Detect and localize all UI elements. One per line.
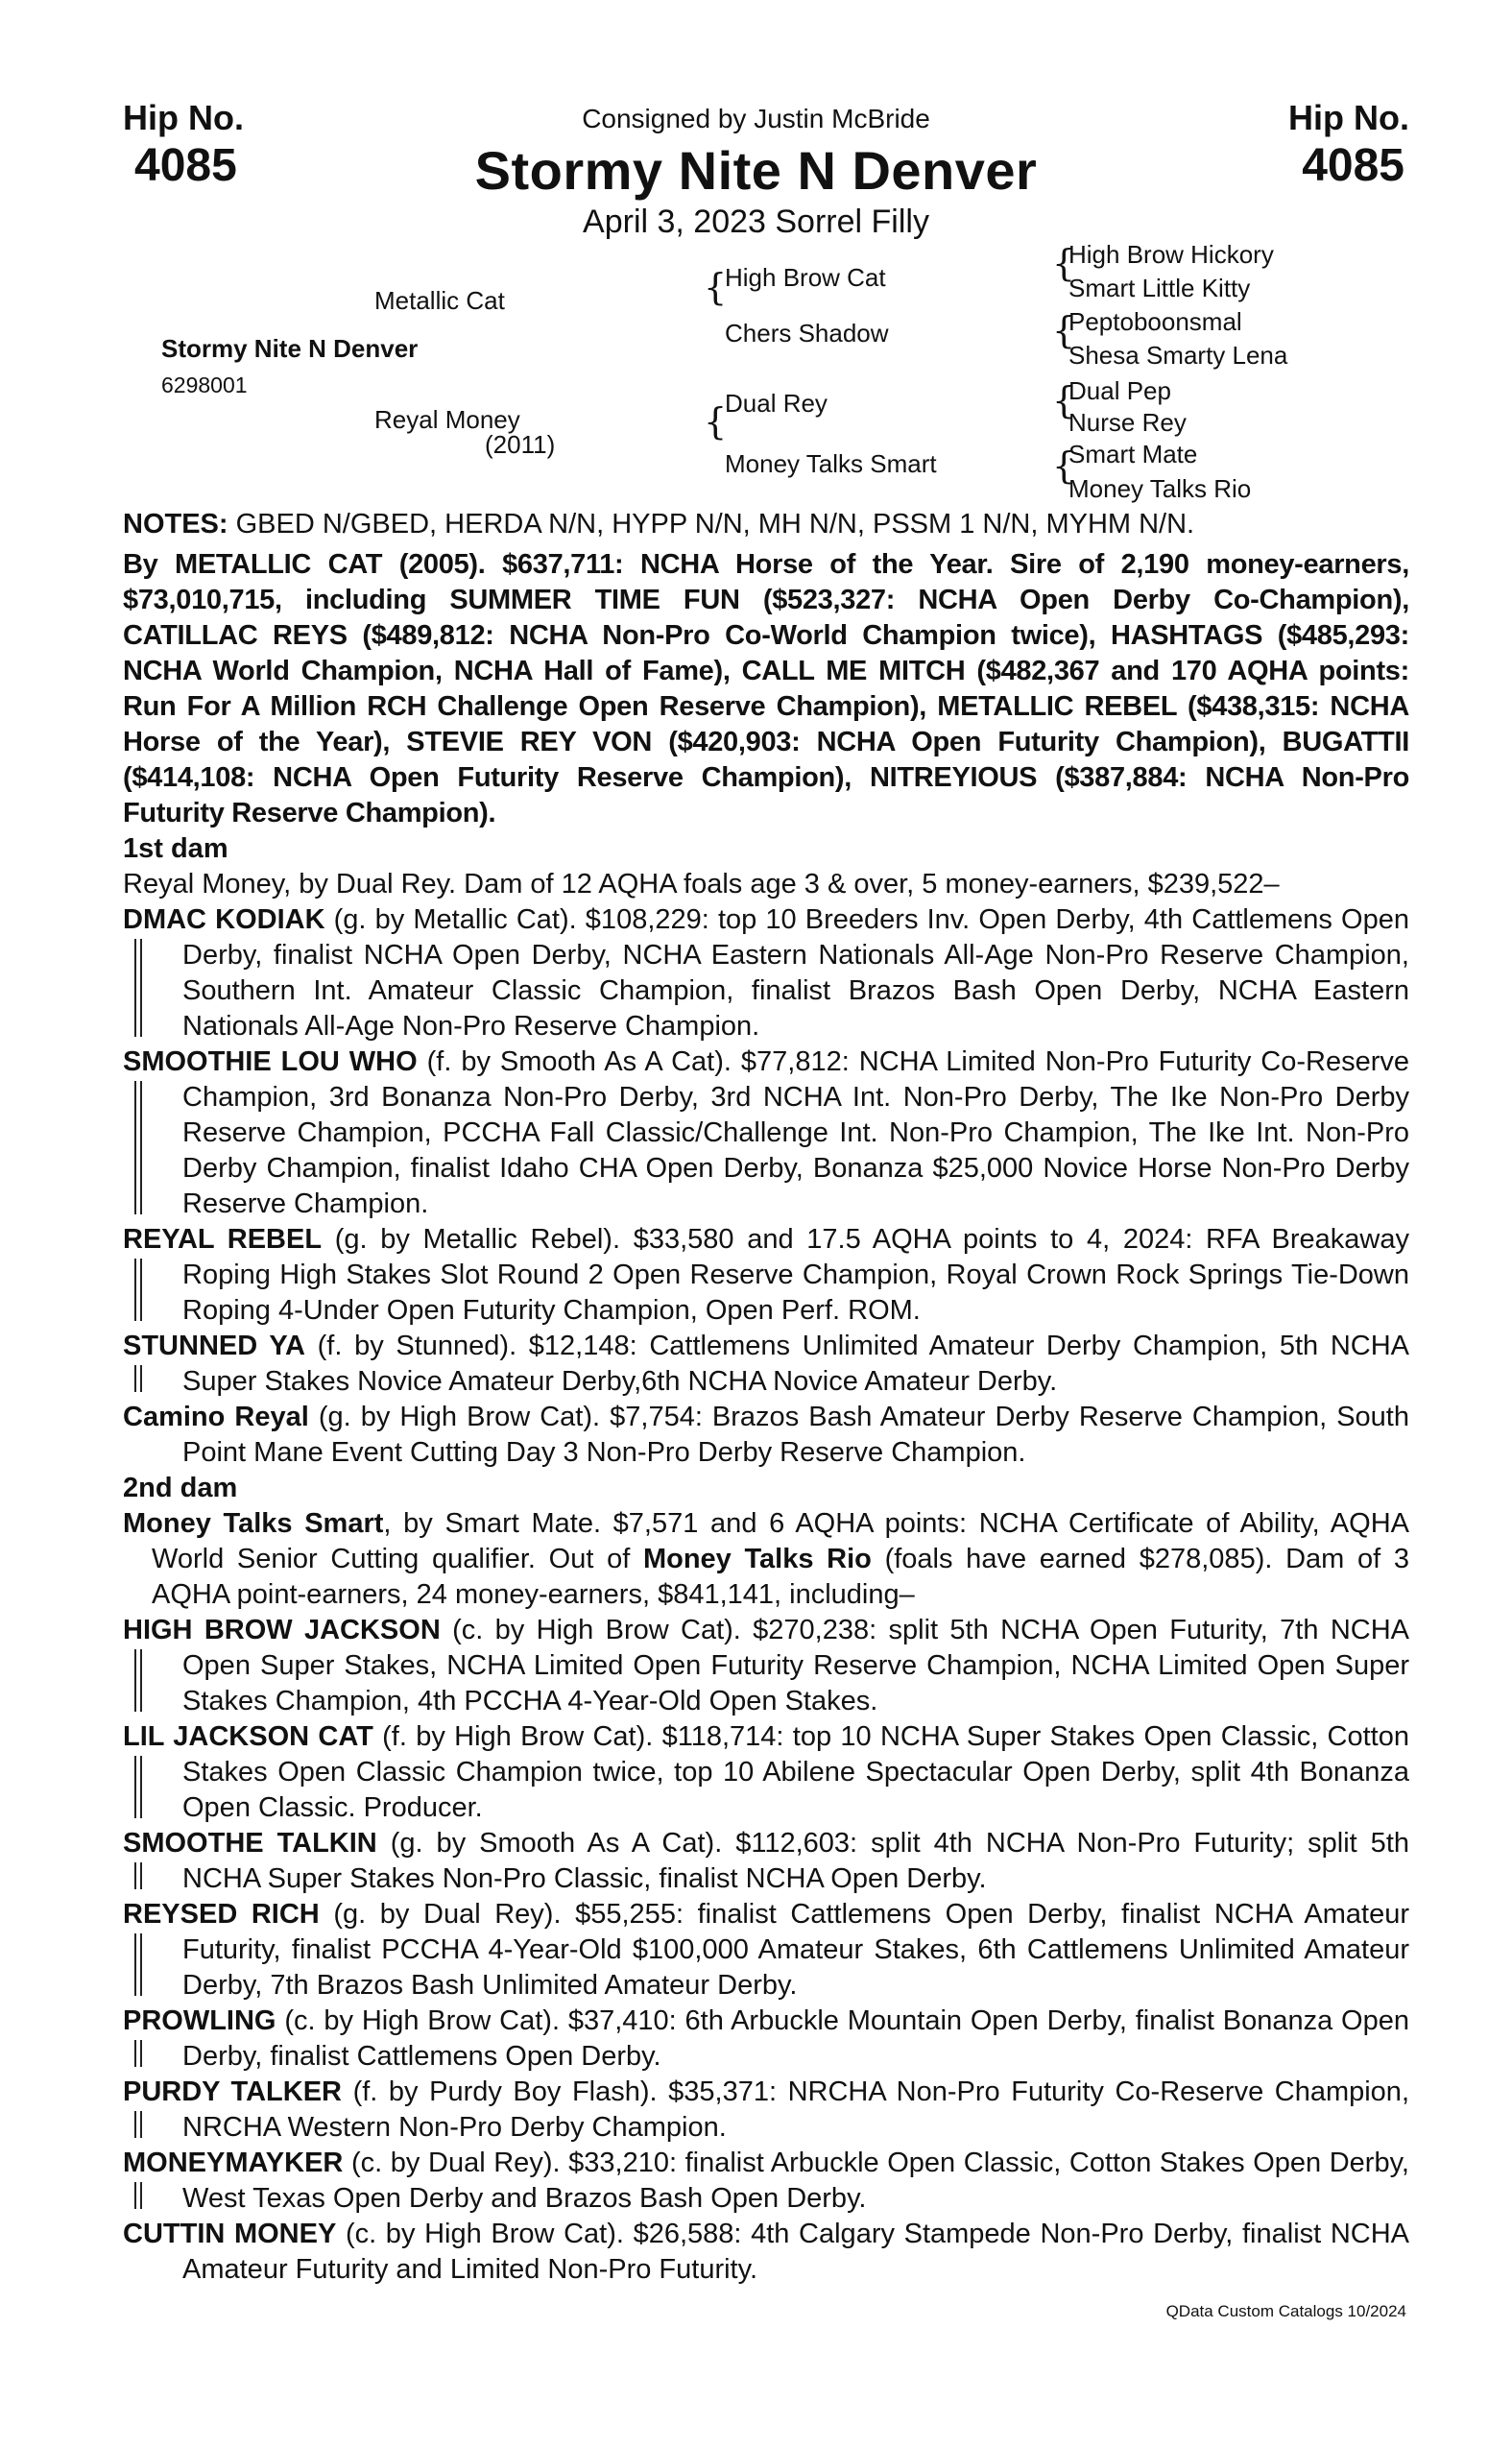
produce-entry: [123, 1826, 1409, 1897]
produce-record: (f. by High Brow Cat). $118,714: top 10 NCHA Super Stakes Open Classic, Cotton Stakes Open Classic Champion twice, top 10 Abilene Spectacular Open Derby, split 4th Bonanza Open Classic. Producer.: [182, 1721, 1410, 1823]
performer-marker: [134, 1862, 142, 1889]
catalog-body: [123, 547, 1409, 2288]
produce-entry: [123, 2075, 1409, 2146]
first-dam-intro: Reyal Money, by Dual Rey. Dam of 12 AQHA foals age 3 & over, 5 money-earners, $239,522–: [123, 869, 1280, 900]
produce-entry: [123, 2004, 1409, 2075]
produce-record: (c. by High Brow Cat). $26,588: 4th Calgary Stampede Non-Pro Derby, finalist NCHA Amateur Futurity and Limited Non-Pro Futurity.: [182, 2219, 1410, 2285]
second-dam-heading: 2nd dam: [123, 1473, 238, 1503]
notes-text: GBED N/GBED, HERDA N/N, HYPP N/N, MH N/N, PSSM 1 N/N, MYHM N/N.: [235, 509, 1195, 540]
second-dam-produce: [123, 1613, 1409, 2288]
produce-entry: [123, 902, 1409, 1044]
pedigree-dam: Reyal Money: [374, 405, 520, 434]
pedigree-brace: {: [1052, 444, 1076, 487]
produce-record: (f. by Smooth As A Cat). $77,812: NCHA Limited Non-Pro Futurity Co-Reserve Champion, 3rd Bonanza Non-Pro Derby, 3rd NCHA Int. Non-Pro Derby, The Ike Non-Pro Derby Reserve Champion, PCCHA Fall Classic/Challenge Int. Non-Pro Champion, The Ike Int. Non-Pro Derby Champion, finalist Idaho CHA Open Derby, Bonanza $25,000 Novice Horse Non-Pro Derby Reserve Champion.: [182, 1046, 1409, 1219]
pedigree-ggp: Money Talks Rio: [1068, 474, 1252, 503]
performer-marker: [134, 2182, 142, 2209]
first-dam-produce: [123, 902, 1409, 1471]
performer-marker: [134, 2040, 142, 2067]
pedigree-dam-dam: Money Talks Smart: [725, 449, 937, 478]
produce-name: LIL JACKSON CAT: [123, 1721, 373, 1752]
produce-name: STUNNED YA: [123, 1331, 305, 1361]
consignor: Consigned by Justin McBride: [582, 104, 930, 133]
produce-name: Camino Reyal: [123, 1402, 309, 1432]
pedigree-brace: {: [704, 266, 728, 308]
produce-record: (g. by High Brow Cat). $7,754: Brazos Bash Amateur Derby Reserve Champion, South Point Mane Event Cutting Day 3 Non-Pro Derby Reserve Champion.: [182, 1402, 1409, 1468]
produce-name: CUTTIN MONEY: [123, 2219, 337, 2249]
horse-name-title: Stormy Nite N Denver: [474, 140, 1038, 201]
first-dam-heading: 1st dam: [123, 833, 228, 864]
produce-name: SMOOTHE TALKIN: [123, 1828, 377, 1859]
produce-entry: [123, 1400, 1409, 1471]
pedigree-brace: {: [704, 400, 728, 443]
produce-entry: [123, 2217, 1409, 2288]
notes-label: NOTES:: [123, 509, 228, 540]
performer-marker: [134, 1081, 142, 1214]
performer-marker: [134, 2111, 142, 2138]
produce-entry: [123, 1222, 1409, 1329]
pedigree-brace: {: [1052, 309, 1076, 351]
produce-entry: [123, 1613, 1409, 1719]
second-dam-text: , by Smart Mate. $7,571 and 6 AQHA points: NCHA Certificate of Ability, AQHA World Senior Cutting qualifier. Out of: [152, 1508, 1409, 1574]
produce-record: (g. by Dual Rey). $55,255: finalist Cattlemens Open Derby, finalist NCHA Amateur Futurity, finalist PCCHA 4-Year-Old $100,000 Amateur Stakes, 6th Cattlemens Unlimited Amateur Derby, 7th Brazos Bash Unlimited Amateur Derby.: [182, 1899, 1409, 2001]
hip-label-left: Hip No.: [123, 98, 244, 137]
produce-name: DMAC KODIAK: [123, 904, 325, 935]
performer-marker: [134, 1259, 142, 1321]
produce-record: (f. by Purdy Boy Flash). $35,371: NRCHA Non-Pro Futurity Co-Reserve Champion, NRCHA Western Non-Pro Derby Champion.: [182, 2076, 1409, 2143]
performer-marker: [134, 1756, 142, 1818]
produce-record: (g. by Metallic Cat). $108,229: top 10 Breeders Inv. Open Derby, 4th Cattlemens Open Derby, finalist NCHA Open Derby, NCHA Eastern Nationals All-Age Non-Pro Reserve Champion, Southern Int. Amateur Classic Champion, finalist Brazos Bash Open Derby, NCHA Eastern Nationals All-Age Non-Pro Reserve Champion.: [182, 904, 1409, 1042]
produce-record: (g. by Smooth As A Cat). $112,603: split 4th NCHA Non-Pro Futurity; split 5th NCHA Super Stakes Non-Pro Classic, finalist NCHA Open Derby.: [182, 1828, 1410, 1894]
pedigree-sire-dam: Chers Shadow: [725, 319, 889, 348]
pedigree-dam-year: (2011): [485, 430, 556, 459]
pedigree-ggp: Shesa Smarty Lena: [1068, 341, 1288, 370]
produce-record: (c. by High Brow Cat). $270,238: split 5th NCHA Open Futurity, 7th NCHA Open Super Stakes, NCHA Limited Open Futurity Reserve Champion, NCHA Limited Open Super Stakes Champion, 4th PCCHA 4-Year-Old Open Stakes.: [182, 1615, 1409, 1716]
pedigree-ggp: Peptoboonsmal: [1068, 307, 1242, 336]
produce-name: PROWLING: [123, 2005, 276, 2036]
performer-marker: [134, 1933, 142, 1996]
pedigree-sire-sire: High Brow Cat: [725, 263, 886, 292]
produce-name: HIGH BROW JACKSON: [123, 1615, 441, 1645]
registration-number: 6298001: [161, 372, 248, 397]
produce-entry: [123, 2146, 1409, 2217]
produce-name: REYSED RICH: [123, 1899, 320, 1930]
produce-name: SMOOTHIE LOU WHO: [123, 1046, 418, 1077]
sire-paragraph: By METALLIC CAT (2005). $637,711: NCHA Horse of the Year. Sire of 2,190 money-earners, $73,010,715, including SUMMER TIME FUN ($523,327: NCHA Open Derby Co-Champion), CATILLAC REYS ($489,812: NCHA Non-Pro Co-World Champion twice), HASHTAGS ($485,293: NCHA World Champion, NCHA Hall of Fame), CALL ME MITCH ($482,367 and 170 AQHA points: Run For A Million RCH Challenge Open Reserve Champion), METALLIC REBEL ($438,315: NCHA Horse of the Year), STEVIE REY VON ($420,903: NCHA Open Futurity Champion), BUGATTII ($414,108: NCHA Open Futurity Reserve Champion), NITREYIOUS ($387,884: NCHA Non-Pro Futurity Reserve Champion).: [123, 549, 1409, 828]
foal-description: April 3, 2023 Sorrel Filly: [583, 204, 929, 240]
pedigree-ggp: Smart Little Kitty: [1068, 274, 1251, 302]
pedigree-brace: {: [1052, 242, 1076, 284]
hip-number-left: 4085: [134, 140, 237, 191]
pedigree-ggp: Dual Pep: [1068, 376, 1171, 405]
produce-entry: [123, 1719, 1409, 1826]
catalog-footer: QData Custom Catalogs 10/2024: [1165, 2302, 1406, 2320]
performer-marker: [134, 1649, 142, 1712]
performer-marker: [134, 939, 142, 1037]
produce-name: PURDY TALKER: [123, 2076, 343, 2107]
pedigree-ggp: Nurse Rey: [1068, 408, 1187, 437]
pedigree-brace: {: [1052, 379, 1076, 421]
performer-marker: [134, 1365, 142, 1392]
hip-label-right: Hip No.: [1288, 98, 1409, 137]
pedigree-ggp: High Brow Hickory: [1068, 240, 1274, 269]
produce-record: (c. by High Brow Cat). $37,410: 6th Arbuckle Mountain Open Derby, finalist Bonanza Open Derby, finalist Cattlemens Open Derby.: [182, 2005, 1409, 2072]
produce-record: (c. by Dual Rey). $33,210: finalist Arbuckle Open Classic, Cotton Stakes Open Derby, West Texas Open Derby and Brazos Bash Open Derby.: [182, 2148, 1409, 2214]
produce-entry: [123, 1897, 1409, 2004]
second-dam-text: (foals have earned $278,085). Dam of 3 AQHA point-earners, 24 money-earners, $841,141, including–: [152, 1544, 1409, 1610]
produce-record: (g. by Metallic Rebel). $33,580 and 17.5 AQHA points to 4, 2024: RFA Breakaway Roping High Stakes Slot Round 2 Open Reserve Champion, Royal Crown Rock Springs Tie-Down Roping 4-Under Open Futurity Champion, Open Perf. ROM.: [182, 1224, 1409, 1326]
second-dam-intro: [123, 1506, 1409, 1613]
pedigree-ggp: Smart Mate: [1068, 440, 1198, 468]
pedigree-dam-sire: Dual Rey: [725, 389, 828, 418]
hip-number-right: 4085: [1302, 140, 1404, 191]
produce-name: MONEYMAYKER: [123, 2148, 344, 2178]
pedigree-subject: Stormy Nite N Denver: [161, 334, 419, 363]
produce-entry: [123, 1329, 1409, 1400]
third-dam-name: Money Talks Rio: [642, 1544, 872, 1574]
genetic-notes: [123, 509, 1194, 540]
produce-record: (f. by Stunned). $12,148: Cattlemens Unlimited Amateur Derby Champion, 5th NCHA Super Stakes Novice Amateur Derby,6th NCHA Novice Amateur Derby.: [182, 1331, 1410, 1397]
second-dam-name: Money Talks Smart: [123, 1508, 384, 1539]
pedigree-sire: Metallic Cat: [374, 286, 505, 315]
produce-entry: [123, 1044, 1409, 1222]
produce-name: REYAL REBEL: [123, 1224, 323, 1255]
